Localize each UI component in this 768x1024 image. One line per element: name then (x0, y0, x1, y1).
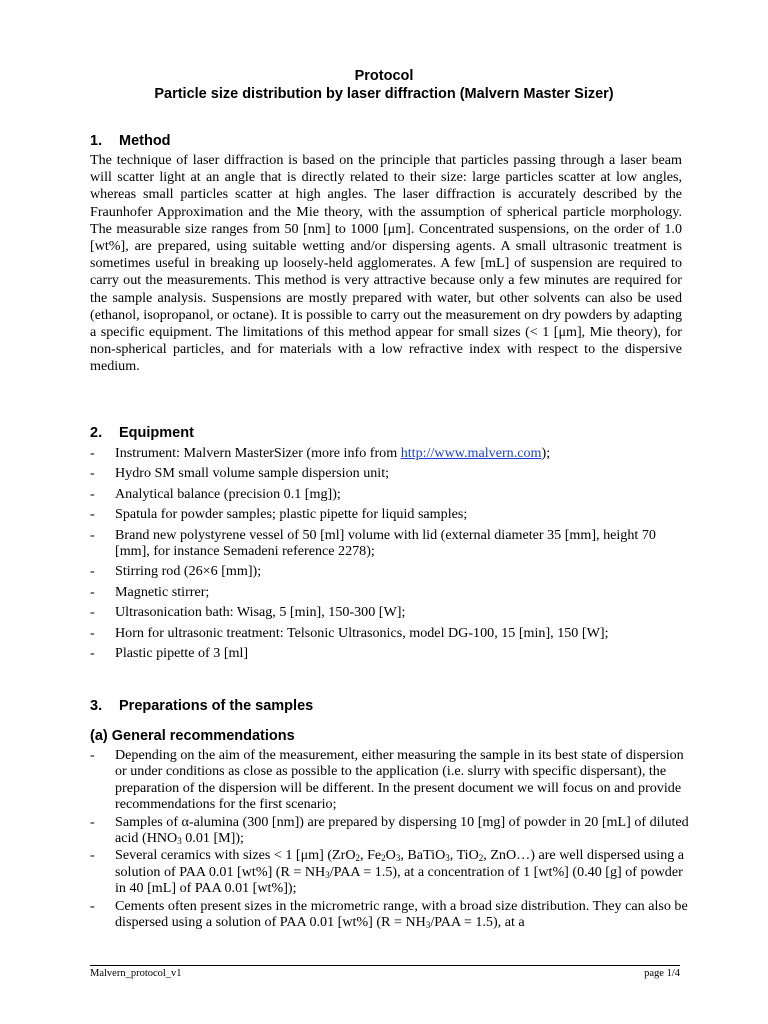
list-item (90, 645, 690, 661)
list-dash: - (90, 897, 95, 914)
document-subtitle: Particle size distribution by laser diffraction (Malvern Master Sizer) (154, 86, 614, 102)
list-item (90, 814, 690, 847)
list-dash: - (90, 526, 95, 543)
section-number: 3. (90, 698, 103, 714)
section-number: 1. (90, 133, 103, 149)
list-item-text: Several ceramics with sizes < 1 [μm] (ZrO (115, 847, 356, 864)
list-item-text: , Fe (360, 847, 382, 864)
subscript: 2 (381, 853, 386, 864)
list-item-text: , BaTiO (400, 847, 446, 864)
section-title: Method (119, 133, 171, 149)
list-item-text: /PAA = 1.5), at a (430, 914, 525, 931)
footer-divider (90, 965, 680, 966)
list-item-text: /PAA = 1.5), at a concentration of 1 [wt%] (0.40 [g] of powder in 40 [mL] of PAA 0.01 [wt%]); (115, 863, 683, 897)
list-item-text: , ZnO…) are well dispersed using a solution of PAA 0.01 [wt%] (R = NH (115, 847, 685, 880)
list-dash: - (90, 445, 95, 461)
list-item-text: Brand new polystyrene vessel of 50 [ml] volume with lid (external diameter 35 [mm], height 70 [mm], for instance Semadeni reference 2278); (115, 526, 656, 560)
list-item (90, 584, 690, 600)
subscript: 3 (445, 853, 450, 864)
list-dash: - (90, 747, 95, 763)
list-item-text: Cements often present sizes in the micrometric range, with a broad size distribution. They can also be dispersed using a solution of PAA 0.01 [wt%] (R = NH (115, 897, 688, 931)
list-dash: - (90, 583, 95, 600)
list-item-text: Depending on the aim of the measurement, either measuring the sample in its best state of dispersion or under conditions as close as possible to the application (i.e. slurry with specific dispersant), the preparation of the dispersion will be different. In the present document we will focus on and provide recommendations for the first scenario; (115, 747, 684, 813)
list-item-text: 0.01 [M]); (181, 830, 244, 847)
list-item-text: Analytical balance (precision 0.1 [mg]); (115, 485, 341, 502)
section-heading-equipment (90, 425, 194, 441)
list-item (90, 465, 690, 481)
subscript: 3 (425, 920, 431, 931)
subscript: 3 (177, 836, 182, 847)
instrument-prefix: Instrument: Malvern MasterSizer (more info from (115, 445, 401, 461)
document-title: Protocol (354, 68, 414, 84)
list-item-text: Horn for ultrasonic treatment: Telsonic Ultrasonics, model DG-100, 15 [min], 150 [W]; (115, 624, 609, 641)
list-item-text: Samples of α-alumina (300 [nm]) are prepared by dispersing 10 [mg] of powder in 20 [mL] of diluted acid (HNO (115, 813, 689, 847)
list-item-text: , TiO (449, 847, 479, 864)
footer-document-name: Malvern_protocol_v1 (90, 968, 182, 979)
section-number: 2. (90, 425, 103, 441)
subscript: 3 (325, 869, 330, 880)
list-dash: - (90, 465, 95, 482)
list-item (90, 563, 690, 579)
list-item-text: Ultrasonication bath: Wisag, 5 [min], 150-300 [W]; (115, 604, 406, 621)
list-item (90, 506, 690, 522)
subscript: 2 (478, 853, 484, 864)
list-item (90, 445, 690, 461)
subsection-heading-general-recommendations: (a) General recommendations (90, 728, 295, 744)
footer-page-number: page 1/4 (644, 968, 680, 979)
malvern-website-link[interactable]: http://www.malvern.com (400, 445, 542, 461)
list-item (90, 898, 690, 931)
list-dash: - (90, 624, 95, 641)
list-dash: - (90, 563, 95, 580)
list-dash: - (90, 645, 95, 662)
instrument-suffix: ); (541, 445, 551, 461)
list-item (90, 847, 690, 896)
subscript: 3 (395, 853, 401, 864)
list-item-text: Stirring rod (26×6 [mm]); (115, 563, 262, 580)
list-dash: - (90, 506, 95, 523)
section-title: Preparations of the samples (119, 698, 314, 714)
list-item-text: O (385, 847, 396, 864)
list-item (90, 486, 690, 502)
list-item (90, 625, 690, 641)
list-item (90, 527, 690, 560)
equipment-list (90, 445, 690, 665)
list-item-text: Spatula for powder samples; plastic pipette for liquid samples; (115, 506, 468, 523)
method-paragraph: The technique of laser diffraction is based on the principle that particles passing through a laser beam will scatter light at an angle that is directly related to their size: large particles scatter at low angles, whereas small particles scatter at high angles. The laser diffraction is accurately described by the Fraunhofer Approximation and the Mie theory, with the assumption of spherical particle morphology. The measurable size ranges from 50 [nm] to 1000 [μm]. Concentrated suspensions, on the order of 1.0 [wt%], are prepared, using suitable wetting and/or dispersing agents. A small ultrasonic treatment is sometimes useful in breaking up loosely-held agglomerates. A few [mL] of suspension are required to carry out the measurements. This method is very attractive because only a few minutes are required for the sample analysis. Suspensions are mostly prepared with water, but other solvents can also be used (ethanol, isopropanol, or octane). It is possible to carry out the measurement on dry powders by adapting a specific equipment. The limitations of this method appear for small sizes (< 1 [μm], Mie theory), for non-spherical particles, and for materials with a low refractive index with respect to the dispersive medium. (90, 152, 682, 375)
recommendations-list (90, 747, 690, 931)
list-dash: - (90, 847, 95, 864)
list-dash: - (90, 604, 95, 621)
list-dash: - (90, 485, 95, 502)
list-item (90, 747, 690, 813)
list-item-text: Hydro SM small volume sample dispersion unit; (115, 465, 390, 482)
list-item-text: Plastic pipette of 3 [ml] (115, 645, 249, 662)
section-heading-preparations (90, 698, 313, 714)
section-title: Equipment (119, 425, 194, 441)
subscript: 2 (355, 853, 361, 864)
list-dash: - (90, 813, 95, 830)
list-item (90, 604, 690, 620)
section-heading-method (90, 133, 171, 149)
list-item-text: Magnetic stirrer; (115, 583, 210, 600)
